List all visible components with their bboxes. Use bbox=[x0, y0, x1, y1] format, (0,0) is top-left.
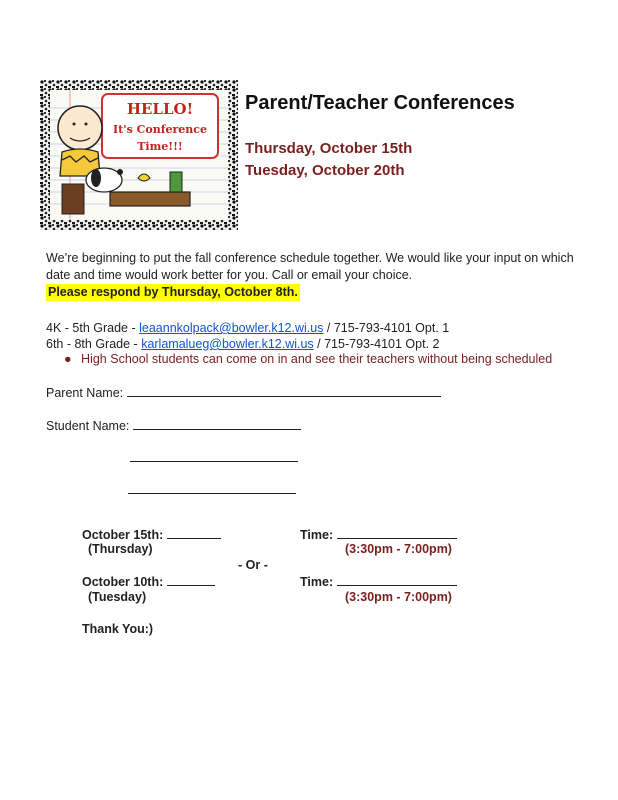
contact-email-link[interactable]: karlamalueg@bowler.k12.wi.us bbox=[141, 337, 314, 351]
option-2-time-input[interactable] bbox=[337, 573, 457, 586]
bullet-icon: ● bbox=[64, 352, 72, 366]
intro-paragraph bbox=[46, 250, 586, 301]
snoopy-conference-clipart bbox=[40, 80, 238, 230]
note-text: High School students can come on in and see their teachers without being scheduled bbox=[81, 352, 553, 366]
option-1-date-label: October 15th: bbox=[82, 528, 164, 542]
option-1-date-input[interactable] bbox=[167, 526, 221, 539]
option-2-time-label: Time: bbox=[300, 575, 334, 589]
option-1-time bbox=[300, 526, 457, 542]
student-name-input[interactable] bbox=[128, 481, 296, 494]
conference-date-2: Tuesday, October 20th bbox=[245, 162, 405, 179]
student-name-input[interactable] bbox=[133, 417, 301, 430]
student-name-label: Student Name: bbox=[46, 419, 130, 433]
option-1-date bbox=[82, 526, 221, 542]
contact-grade: 4K - 5th Grade - bbox=[46, 321, 140, 335]
svg-text:Time!!!: Time!!! bbox=[137, 140, 183, 153]
contact-grade: 6th - 8th Grade - bbox=[46, 337, 142, 351]
page-title: Parent/Teacher Conferences bbox=[245, 92, 515, 114]
option-2-time bbox=[300, 573, 457, 589]
closing-thank-you: Thank You:) bbox=[82, 622, 154, 636]
option-1-time-input[interactable] bbox=[337, 526, 457, 539]
or-divider: - Or - bbox=[238, 558, 268, 572]
student-name-input[interactable] bbox=[130, 449, 298, 462]
conference-date-1: Thursday, October 15th bbox=[245, 140, 413, 157]
option-1-time-range: (3:30pm - 7:00pm) bbox=[345, 542, 452, 556]
svg-text:It's Conference: It's Conference bbox=[113, 123, 207, 136]
option-2-time-range: (3:30pm - 7:00pm) bbox=[345, 590, 452, 604]
high-school-note bbox=[64, 352, 552, 366]
contact-email-link[interactable]: leaannkolpack@bowler.k12.wi.us bbox=[139, 321, 324, 335]
intro-text: We’re beginning to put the fall conference schedule together. We would like your input on which date and time would work better for you. Call or email your choice. bbox=[46, 251, 574, 282]
option-2-date-label: October 10th: bbox=[82, 575, 164, 589]
parent-name-label: Parent Name: bbox=[46, 386, 124, 400]
contact-row bbox=[46, 337, 439, 351]
option-2-date bbox=[82, 573, 215, 589]
parent-name-field bbox=[46, 384, 441, 400]
contact-row bbox=[46, 321, 449, 335]
contact-phone: / 715-793-4101 Opt. 2 bbox=[313, 337, 440, 351]
respond-deadline: Please respond by Thursday, October 8th. bbox=[48, 285, 298, 299]
svg-text:HELLO!: HELLO! bbox=[126, 100, 194, 118]
student-name-field bbox=[46, 417, 301, 433]
option-1-day: (Thursday) bbox=[88, 542, 153, 556]
option-2-day: (Tuesday) bbox=[88, 590, 147, 604]
contact-phone: / 715-793-4101 Opt. 1 bbox=[323, 321, 450, 335]
parent-name-input[interactable] bbox=[127, 384, 441, 397]
option-2-date-input[interactable] bbox=[167, 573, 215, 586]
option-1-time-label: Time: bbox=[300, 528, 334, 542]
